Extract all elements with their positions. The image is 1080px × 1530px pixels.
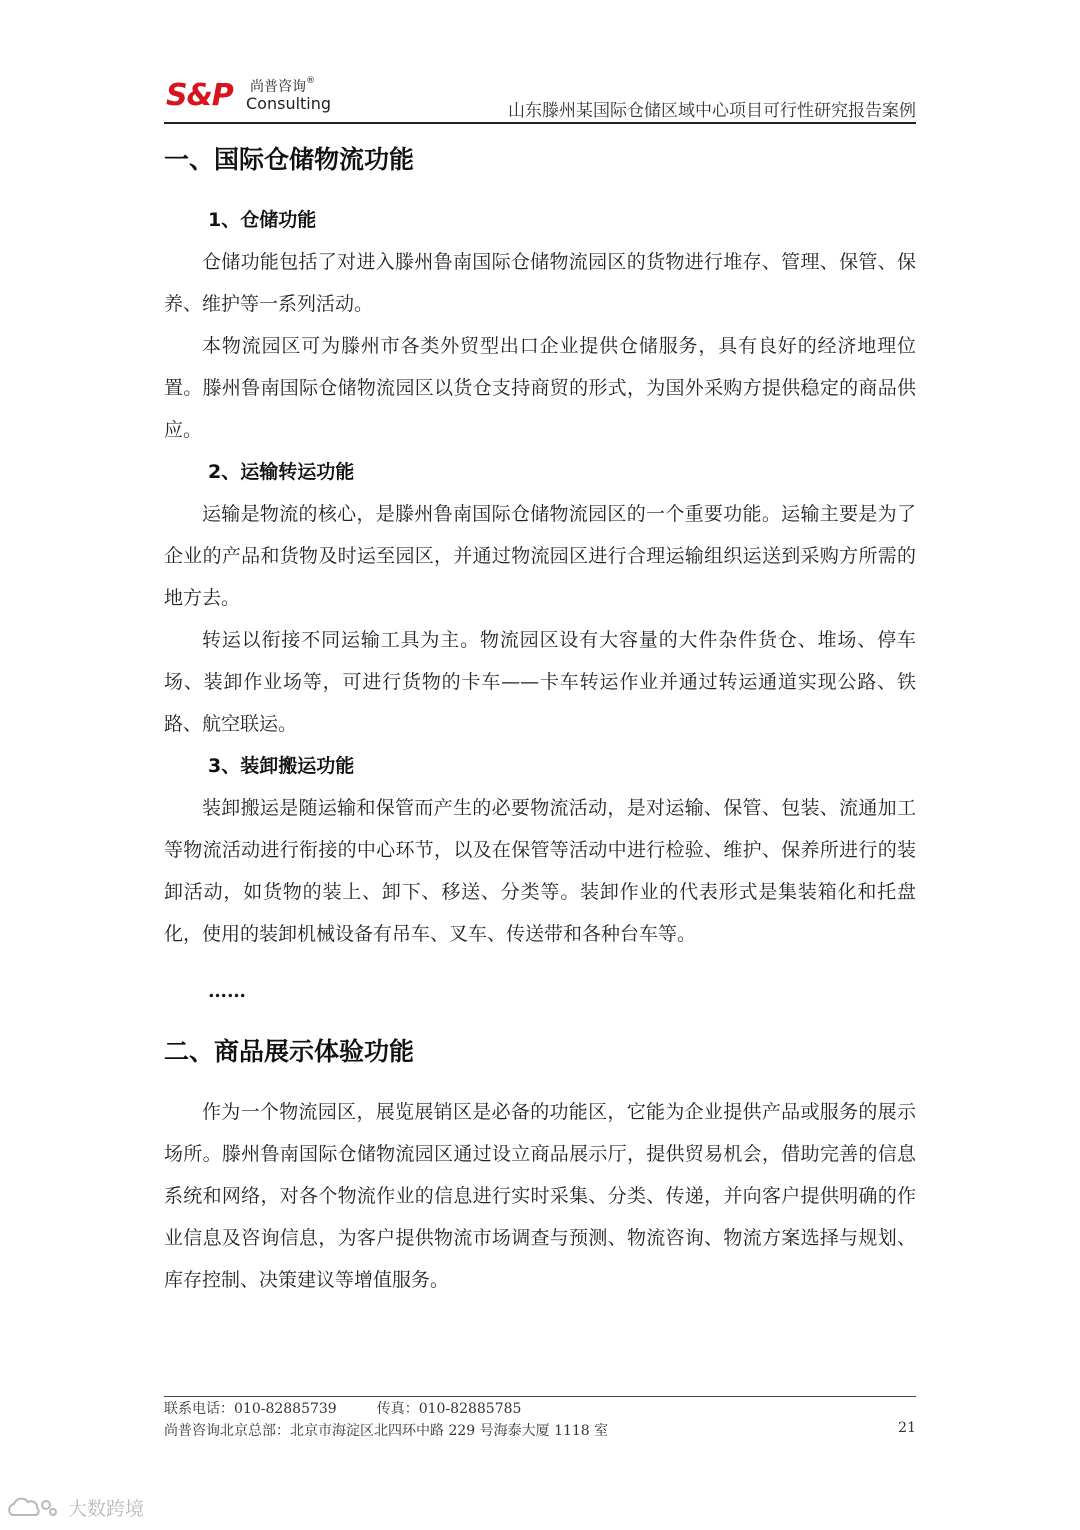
paragraph: 装卸搬运是随运输和保管而产生的必要物流活动，是对运输、保管、包装、流通加工等物流活动进行衔接的中心环节，以及在保管等活动中进行检验、维护、保养所进行的装卸活动，如货物的装上、卸下、移送、分类等。装卸作业的代表形式是集装箱化和托盘化，使用的装卸机械设备有吊车、叉车、传送带和各种台车等。 — [164, 797, 916, 945]
paragraph: 运输是物流的核心，是滕州鲁南国际仓储物流园区的一个重要功能。运输主要是为了企业的产品和货物及时运至园区，并通过物流园区进行合理运输组织运送到采购方所需的地方去。 — [164, 503, 916, 609]
subsection-heading-handling: 3、装卸搬运功能 — [208, 755, 355, 777]
paragraph: 作为一个物流园区，展览展销区是必备的功能区，它能为企业提供产品或服务的展示场所。滕州鲁南国际仓储物流园区通过设立商品展示厅，提供贸易机会，借助完善的信息系统和网络，对各个物流作业的信息进行实时采集、分类、传递，并向客户提供明确的作业信息及咨询信息，为客户提供物流市场调查与预测、物流咨询、物流方案选择与规划、库存控制、决策建议等增值服务。 — [164, 1101, 916, 1291]
ellipsis: …… — [208, 980, 246, 1002]
cloud-logo-icon — [6, 1497, 58, 1519]
page-number: 21 — [898, 1420, 916, 1436]
logo-chinese-name: 尚普咨询® — [250, 76, 315, 95]
logo-english-name: Consulting — [246, 94, 332, 113]
header-divider — [164, 122, 916, 124]
paragraph: 仓储功能包括了对进入滕州鲁南国际仓储物流园区的货物进行堆存、管理、保管、保养、维护等一系列活动。 — [164, 251, 916, 315]
watermark — [6, 1494, 144, 1524]
footer-phone: 联系电话：010-82885739 — [164, 1401, 337, 1417]
paragraph: 本物流园区可为滕州市各类外贸型出口企业提供仓储服务，具有良好的经济地理位置。滕州鲁南国际仓储物流园区以货仓支持商贸的形式，为国外采购方提供稳定的商品供应。 — [164, 335, 916, 441]
report-title: 山东滕州某国际仓储区域中心项目可行性研究报告案例 — [508, 101, 916, 121]
watermark-text: 大数跨境 — [68, 1498, 145, 1520]
footer-divider — [164, 1396, 916, 1397]
paragraph: 转运以衔接不同运输工具为主。物流园区设有大容量的大件杂件货仓、堆场、停车场、装卸作业场等，可进行货物的卡车——卡车转运作业并通过转运通道实现公路、铁路、航空联运。 — [164, 629, 916, 735]
logo-mark: S&P — [166, 78, 233, 113]
main-content — [164, 138, 916, 1301]
footer-address: 尚普咨询北京总部：北京市海淀区北四环中路 229 号海泰大厦 1118 室 — [164, 1423, 609, 1439]
registered-mark: ® — [306, 76, 315, 86]
subsection-heading-storage: 1、仓储功能 — [208, 209, 317, 231]
footer-contact — [164, 1398, 521, 1418]
subsection-heading-transport: 2、运输转运功能 — [208, 461, 355, 483]
section-heading-2: 二、商品展示体验功能 — [164, 1037, 415, 1066]
footer-fax: 传真：010-82885785 — [376, 1401, 522, 1417]
section-heading-1: 一、国际仓储物流功能 — [164, 145, 415, 174]
